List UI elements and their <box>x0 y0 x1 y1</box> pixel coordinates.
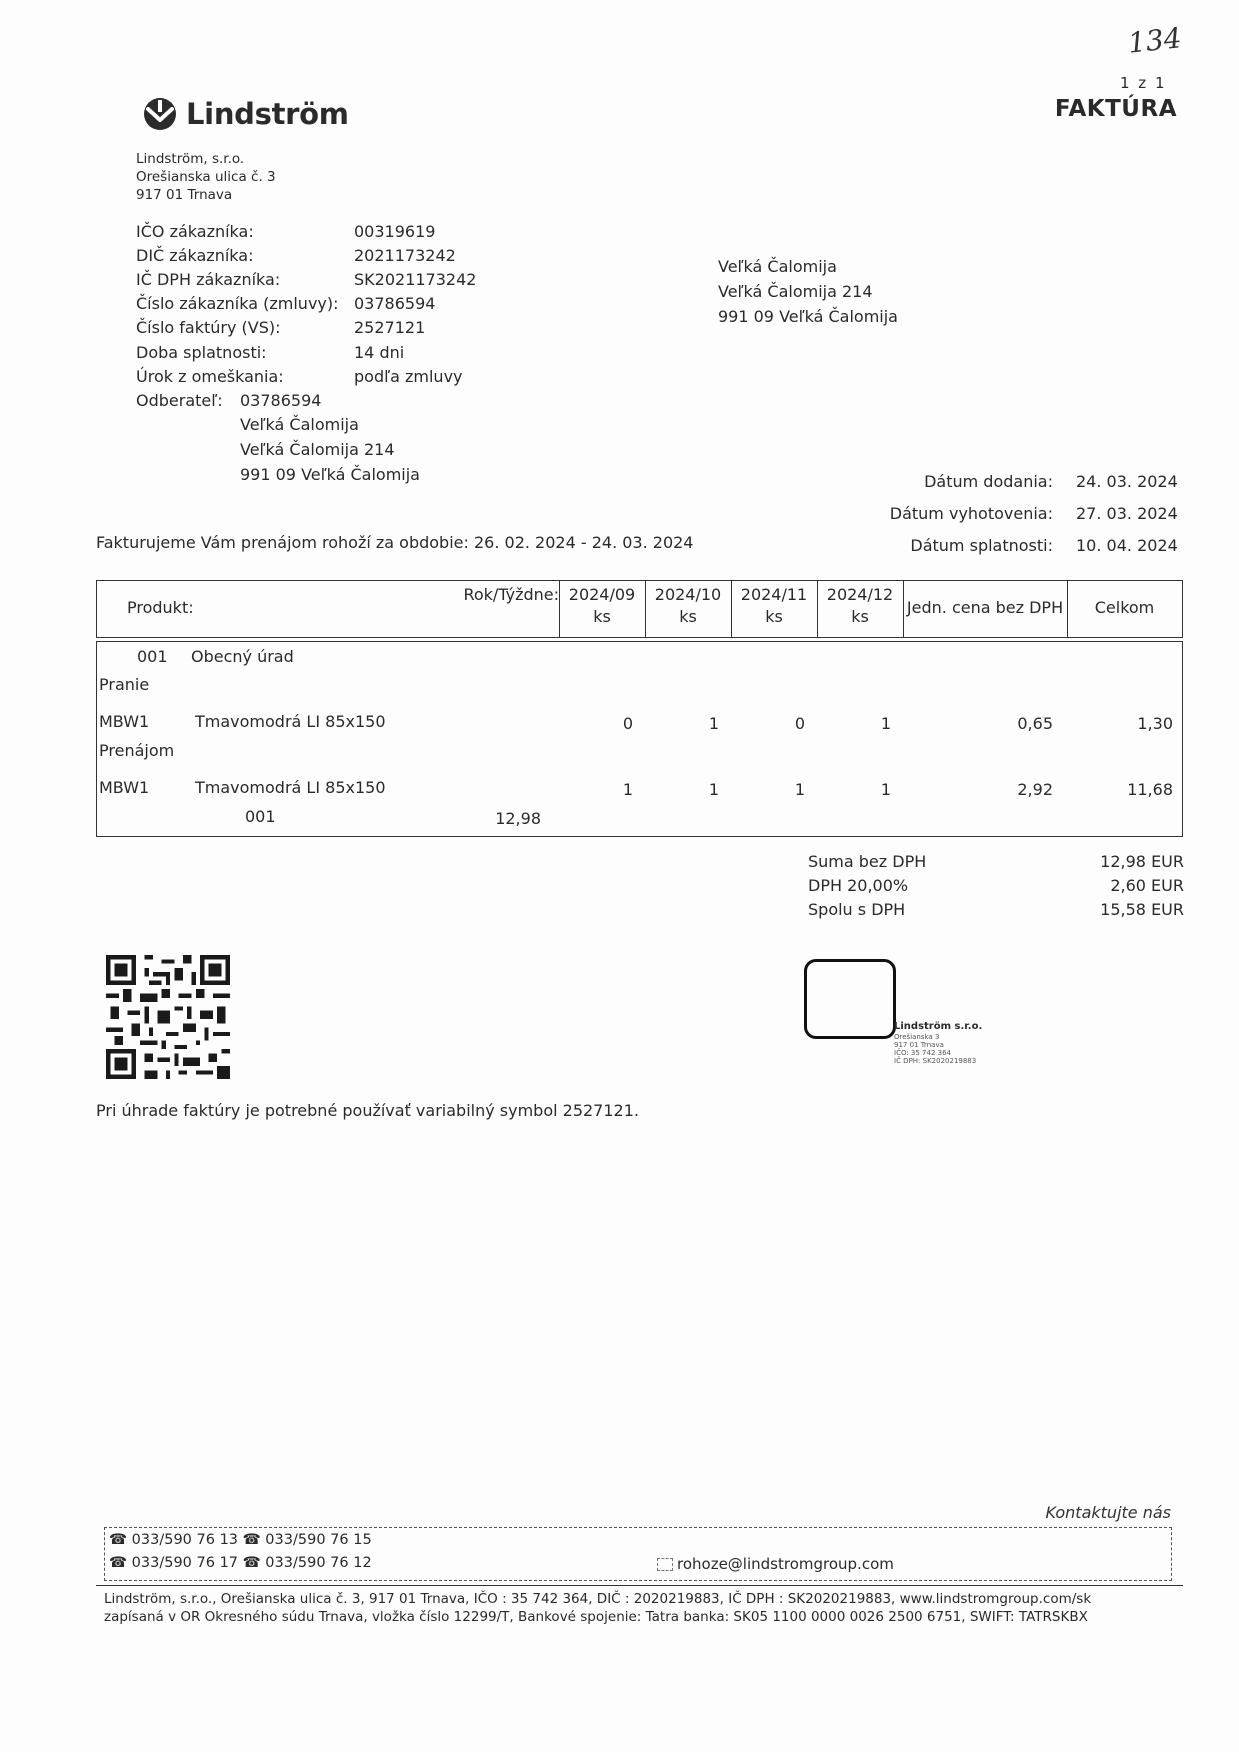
item-qty: 1 <box>622 780 633 799</box>
item-total: 1,30 <box>1137 714 1173 733</box>
info-label: IČ DPH zákazníka: <box>136 270 281 289</box>
week-period: 2024/09 <box>568 585 636 604</box>
date-value: 10. 04. 2024 <box>1076 536 1178 555</box>
week-period: 2024/10 <box>654 585 722 604</box>
item-qty: 1 <box>880 780 891 799</box>
info-label: Číslo zákazníka (zmluvy): <box>136 294 339 313</box>
stamp-name: Lindström s.r.o. <box>894 1021 983 1032</box>
footer <box>104 1590 1091 1626</box>
document-title: FAKTÚRA <box>1054 96 1177 122</box>
week-unit: ks <box>765 607 783 626</box>
company-city: 917 01 Trnava <box>136 187 233 203</box>
item-qty: 0 <box>622 714 633 733</box>
email-address[interactable]: rohoze@lindstromgroup.com <box>677 1555 894 1573</box>
company-address <box>136 150 276 204</box>
item-description: Tmavomodrá LI 85x150 <box>195 778 386 797</box>
mail-icon <box>657 1558 673 1571</box>
payment-qr-code <box>106 955 230 1079</box>
total-label: Spolu s DPH <box>808 900 906 919</box>
item-qty: 1 <box>708 780 719 799</box>
company-logo <box>142 96 349 132</box>
week-period: 2024/11 <box>740 585 808 604</box>
subtotal-code: 001 <box>245 807 276 826</box>
items-table <box>96 580 1183 837</box>
customer-name: Veľká Čalomija <box>240 415 359 434</box>
variable-symbol-note: Pri úhrade faktúry je potrebné používať variabilný symbol 2527121. <box>96 1101 639 1120</box>
table-header <box>96 580 1183 638</box>
footer-line: zapísaná v OR Okresného súdu Trnava, vložka číslo 12299/T, Bankové spojenie: Tatra banka: SK05 1100 0000 0026 2500 6751, SWIFT: TATRSKBX <box>104 1609 1088 1625</box>
date-label: Dátum splatnosti: <box>910 536 1053 555</box>
recipient-street: Veľká Čalomija 214 <box>718 282 873 301</box>
item-description: Tmavomodrá LI 85x150 <box>195 712 386 731</box>
stamp-line: IČO: 35 742 364 <box>894 1049 952 1057</box>
stamp-box <box>804 959 896 1039</box>
item-qty: 0 <box>794 714 805 733</box>
info-value: 14 dni <box>354 343 405 362</box>
email-contact[interactable] <box>657 1555 894 1573</box>
phone-row: ☎ 033/590 76 13 ☎ 033/590 76 15 <box>109 1532 372 1548</box>
header-week <box>731 584 817 628</box>
week-unit: ks <box>851 607 869 626</box>
customer-street: Veľká Čalomija 214 <box>240 440 395 459</box>
total-row <box>808 852 1184 876</box>
section-title: Prenájom <box>99 741 175 760</box>
total-row <box>808 900 1184 924</box>
total-row <box>808 876 1184 900</box>
date-label: Dátum vyhotovenia: <box>889 504 1053 523</box>
handwritten-note: 134 <box>1126 21 1184 60</box>
header-year-week: Rok/Týždne: <box>463 585 559 604</box>
footer-line: Lindström, s.r.o., Orešianska ulica č. 3, 917 01 Trnava, IČO : 35 742 364, DIČ : 2020219883, IČ DPH : SK2020219883, www.lindstromgroup.com/sk <box>104 1591 1092 1607</box>
info-label: Doba splatnosti: <box>136 343 267 362</box>
company-stamp <box>804 955 994 1075</box>
week-period: 2024/12 <box>826 585 894 604</box>
date-value: 27. 03. 2024 <box>1076 504 1178 523</box>
item-total: 11,68 <box>1127 780 1173 799</box>
total-label: DPH 20,00% <box>808 876 909 895</box>
recipient-city: 991 09 Veľká Čalomija <box>718 307 898 326</box>
phone-row: ☎ 033/590 76 17 ☎ 033/590 76 12 <box>109 1555 372 1571</box>
item-unit-price: 2,92 <box>1017 780 1053 799</box>
item-qty: 1 <box>880 714 891 733</box>
group-code: 001 <box>137 647 168 666</box>
info-value: SK2021173242 <box>354 270 477 289</box>
table-body <box>96 641 1183 837</box>
group-name: Obecný úrad <box>191 647 294 666</box>
info-value: podľa zmluvy <box>354 367 463 386</box>
stamp-line: Orešianska 3 <box>894 1033 940 1041</box>
subtotal-value: 12,98 <box>495 809 541 828</box>
billing-period-text: Fakturujeme Vám prenájom rohoží za obdobie: 26. 02. 2024 - 24. 03. 2024 <box>96 533 694 552</box>
header-week <box>817 584 903 628</box>
logo-text: Lindström <box>186 97 349 131</box>
invoice-totals <box>808 852 1184 924</box>
header-unit-price: Jedn. cena bez DPH <box>906 598 1064 617</box>
contact-title: Kontaktujte nás <box>1045 1503 1171 1522</box>
company-name: Lindström, s.r.o. <box>136 151 245 167</box>
header-week <box>559 584 645 628</box>
item-qty: 1 <box>794 780 805 799</box>
item-qty: 1 <box>708 714 719 733</box>
recipient-name: Veľká Čalomija <box>718 257 837 276</box>
customer-label: Odberateľ: <box>136 391 223 410</box>
header-product: Produkt: <box>127 598 194 617</box>
date-label: Dátum dodania: <box>924 472 1053 491</box>
total-value: 2,60 EUR <box>1110 876 1184 895</box>
company-street: Orešianska ulica č. 3 <box>136 169 276 185</box>
info-label: DIČ zákazníka: <box>136 246 254 265</box>
item-unit-price: 0,65 <box>1017 714 1053 733</box>
info-label: Úrok z omeškania: <box>136 367 284 386</box>
week-unit: ks <box>593 607 611 626</box>
footer-divider <box>96 1585 1183 1586</box>
total-label: Suma bez DPH <box>808 852 927 871</box>
lindstrom-logo-icon <box>142 96 178 132</box>
section-title: Pranie <box>99 675 150 694</box>
header-week <box>645 584 731 628</box>
customer-number: 03786594 <box>240 391 322 410</box>
info-value: 2021173242 <box>354 246 456 265</box>
info-value: 03786594 <box>354 294 436 313</box>
customer-city: 991 09 Veľká Čalomija <box>240 465 420 484</box>
total-value: 15,58 EUR <box>1100 900 1184 919</box>
date-value: 24. 03. 2024 <box>1076 472 1178 491</box>
total-value: 12,98 EUR <box>1100 852 1184 871</box>
item-code: MBW1 <box>99 712 150 731</box>
info-label: Číslo faktúry (VS): <box>136 318 281 337</box>
info-label: IČO zákazníka: <box>136 222 254 241</box>
week-unit: ks <box>679 607 697 626</box>
recipient-address <box>718 254 898 329</box>
info-value: 00319619 <box>354 222 436 241</box>
page-count: 1 z 1 <box>1120 74 1167 92</box>
item-code: MBW1 <box>99 778 150 797</box>
contact-box <box>104 1527 1172 1581</box>
stamp-line: 917 01 Trnava <box>894 1041 944 1049</box>
stamp-line: IČ DPH: SK2020219883 <box>894 1057 977 1065</box>
info-value: 2527121 <box>354 318 426 337</box>
stamp-lines <box>894 1033 976 1065</box>
header-total: Celkom <box>1094 598 1155 617</box>
